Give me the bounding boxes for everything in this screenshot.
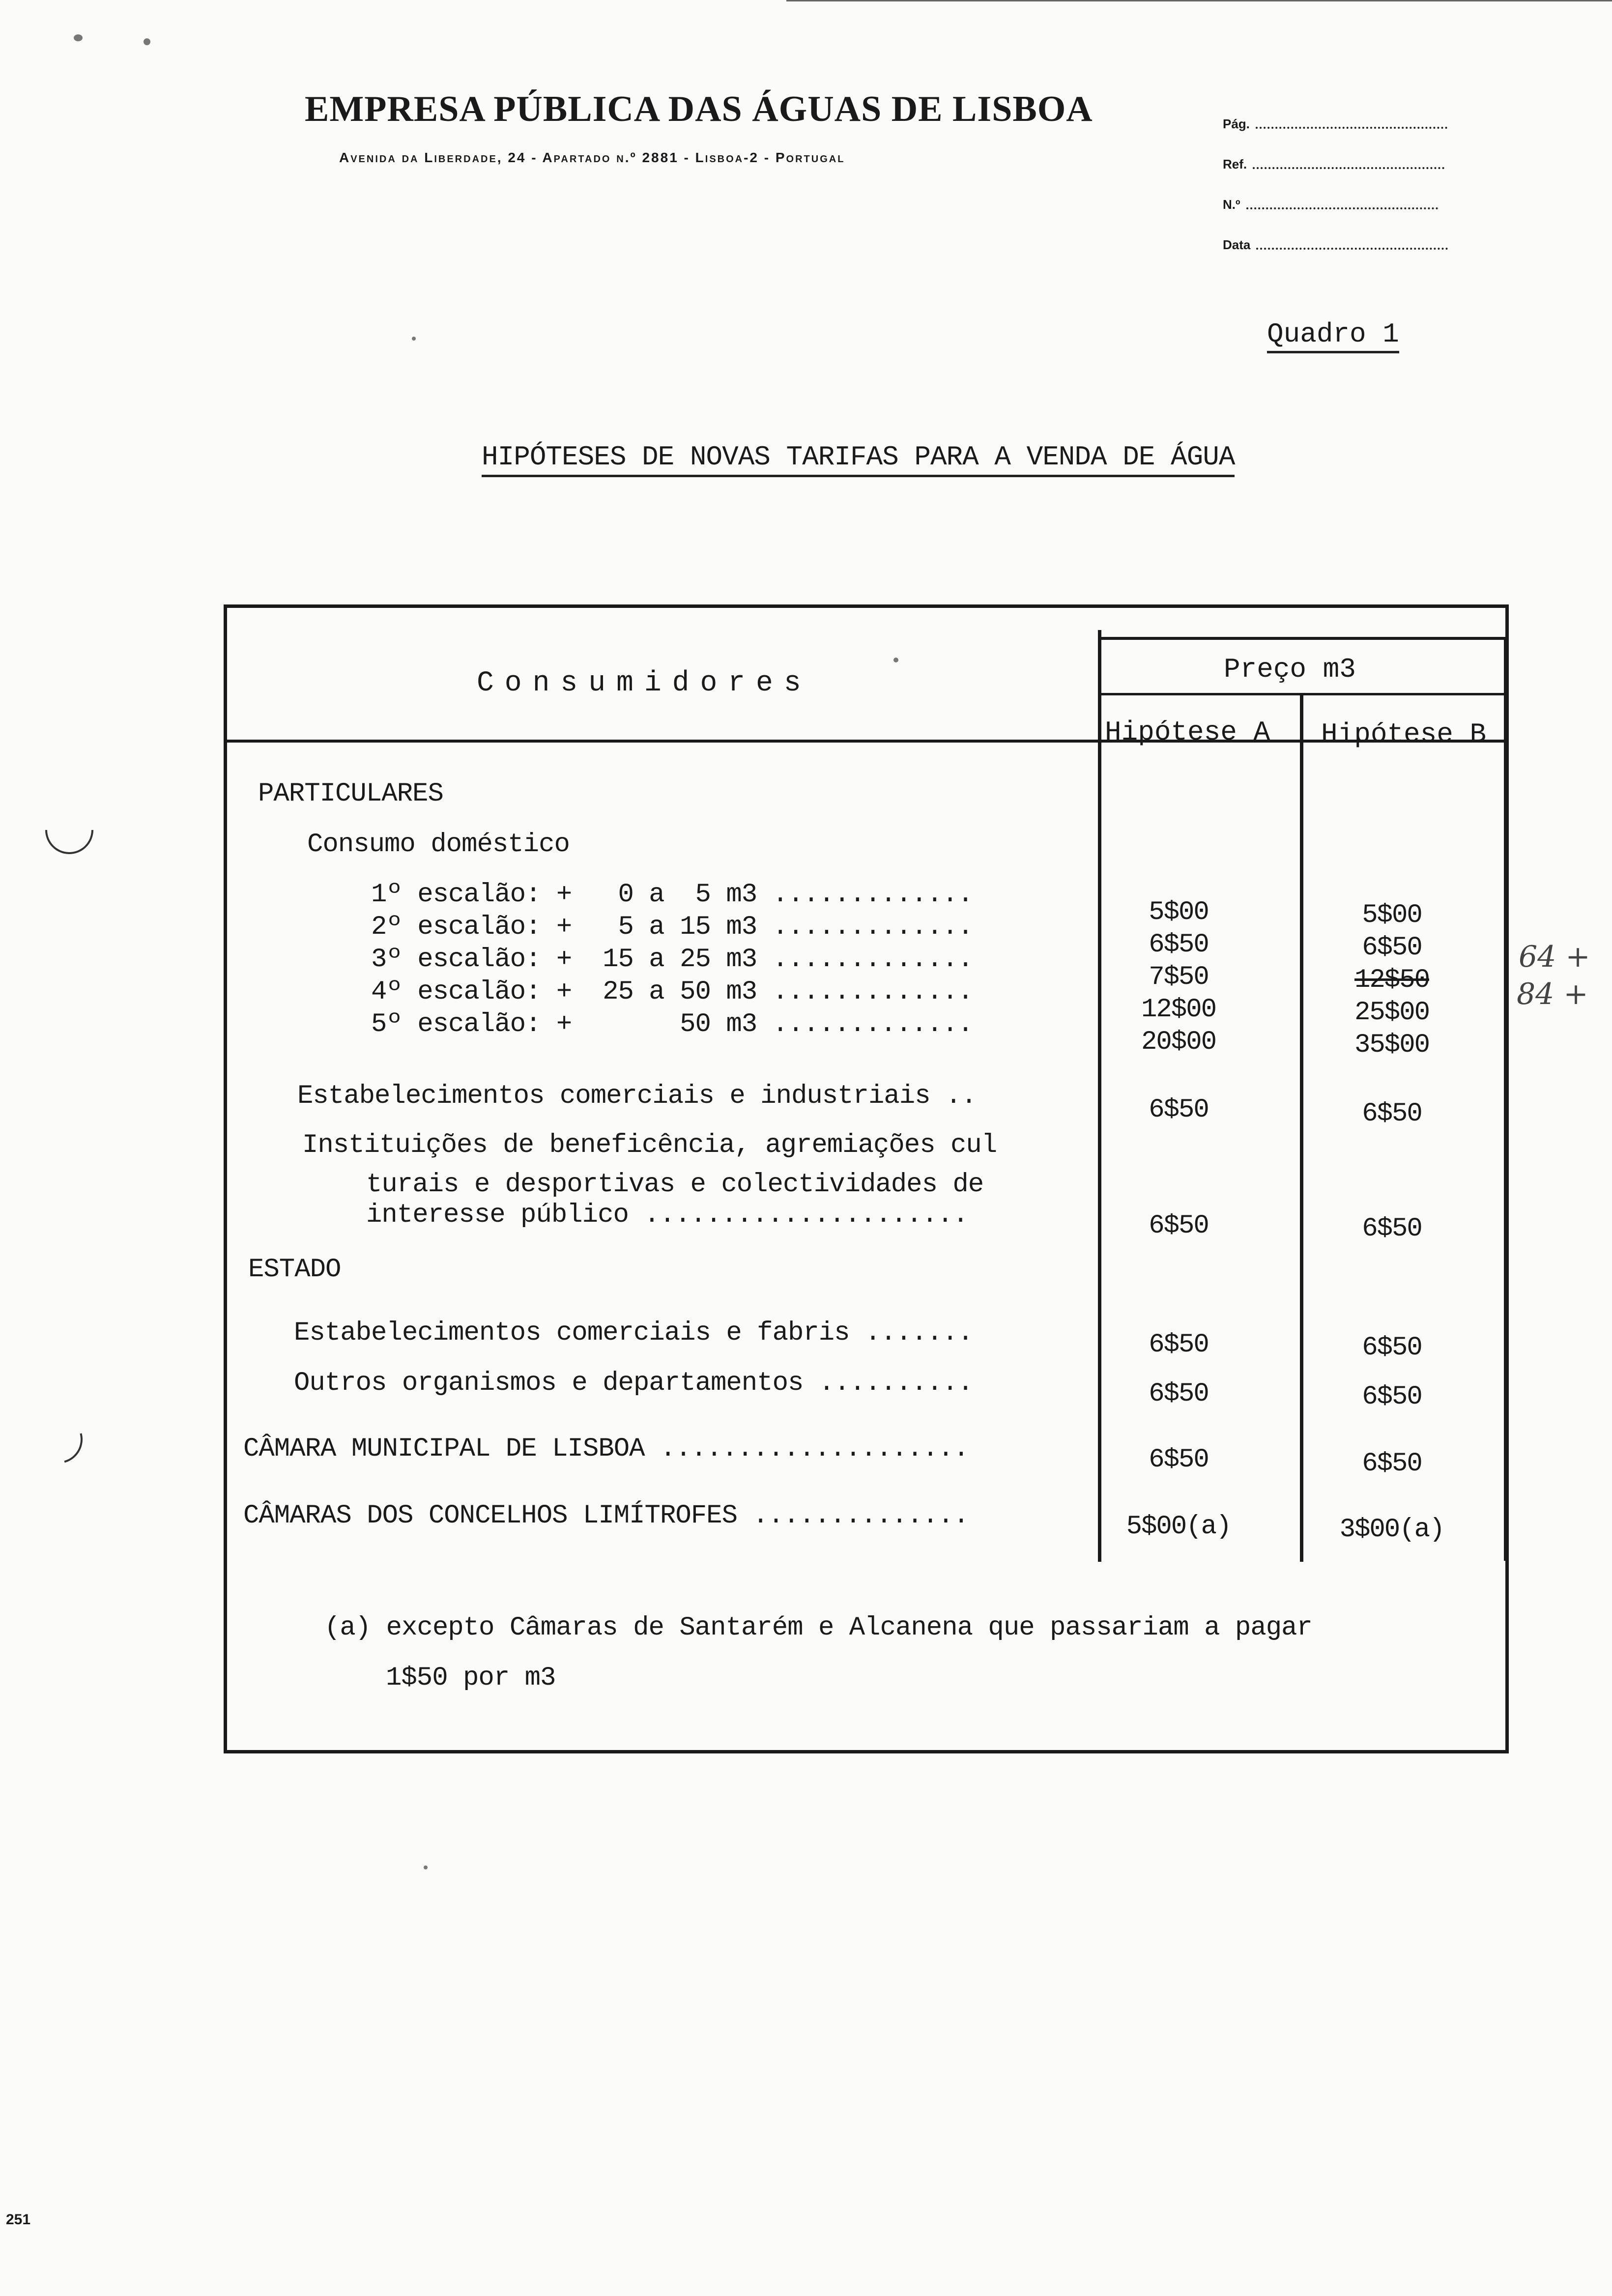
institutions-label-line1: Instituições de beneficência, agremiações cul <box>302 1130 997 1160</box>
section-particulares: PARTICULARES <box>258 779 443 809</box>
tier-row-4: 4º escalão: + 25 a 50 m3 ............. <box>371 977 973 1007</box>
meta-page-label: Pág. <box>1223 116 1250 131</box>
meta-number <box>1223 193 1438 212</box>
estado-row-1-label: Estabelecimentos comerciais e fabris ....... <box>294 1318 973 1348</box>
institutions-price-b: 6$50 <box>1362 1214 1422 1244</box>
price-subdivider <box>1101 693 1509 695</box>
institutions-price-a: 6$50 <box>1149 1211 1209 1241</box>
camara-lisboa-price-b: 6$50 <box>1362 1449 1422 1479</box>
commercial-industrial-label: Estabelecimentos comerciais e industriais .. <box>297 1081 977 1111</box>
meta-ref-label: Ref. <box>1223 157 1247 172</box>
punch-hole-mark-top <box>35 796 104 864</box>
header-divider <box>224 740 1509 743</box>
scan-speck <box>144 38 150 45</box>
tier-1-price-a: 5$00 <box>1149 897 1209 927</box>
institutions-label-line2: turais e desportivas e colectividades de <box>366 1170 984 1200</box>
camaras-limitrofes-price-b: 3$00(a) <box>1339 1515 1444 1545</box>
consumers-header: Consumidores <box>477 667 812 699</box>
scan-edge-line <box>786 0 1612 1</box>
margin-note-2: 84 + <box>1517 977 1588 1011</box>
scan-speck <box>424 1866 428 1869</box>
tier-3-price-b: 12$50 <box>1354 965 1430 995</box>
institutions-label-line3: interesse público ..................... <box>366 1200 968 1230</box>
meta-date <box>1223 233 1448 253</box>
subsection-consumo-domestico: Consumo doméstico <box>307 830 570 860</box>
estado-row-1-price-b: 6$50 <box>1362 1333 1422 1363</box>
page-stamp: 251 <box>6 2211 31 2228</box>
camaras-limitrofes-label: CÂMARAS DOS CONCELHOS LIMÍTROFES .............. <box>243 1501 969 1531</box>
scan-speck <box>74 34 83 41</box>
tier-row-3: 3º escalão: + 15 a 25 m3 ............. <box>371 945 973 975</box>
meta-ref <box>1223 152 1444 172</box>
tier-3-price-a: 7$50 <box>1149 962 1209 992</box>
meta-page <box>1223 112 1447 132</box>
meta-date-label: Data <box>1223 237 1251 252</box>
hypothesis-b-header: Hipótese B <box>1321 718 1487 750</box>
margin-note-1: 64 + <box>1519 940 1590 974</box>
document-title: HIPÓTESES DE NOVAS TARIFAS PARA A VENDA DE ÁGUA <box>482 441 1235 477</box>
tier-2-price-a: 6$50 <box>1149 930 1209 960</box>
tier-5-price-b: 35$00 <box>1354 1030 1430 1060</box>
punch-hole-mark-bottom <box>26 1406 91 1472</box>
commercial-industrial-price-a: 6$50 <box>1149 1095 1209 1125</box>
tier-row-5: 5º escalão: + 50 m3 ............. <box>371 1009 973 1039</box>
tier-2-price-b: 6$50 <box>1362 933 1422 963</box>
price-box-top <box>1101 637 1509 640</box>
tier-4-price-b: 25$00 <box>1354 998 1430 1028</box>
camara-lisboa-label: CÂMARA MUNICIPAL DE LISBOA .................... <box>243 1434 969 1464</box>
scan-speck <box>412 337 416 341</box>
scan-speck <box>893 658 898 662</box>
tier-row-1: 1º escalão: + 0 a 5 m3 ............. <box>371 880 973 910</box>
company-name: EMPRESA PÚBLICA DAS ÁGUAS DE LISBOA <box>305 89 1093 129</box>
price-header: Preço m3 <box>1224 654 1356 685</box>
camara-lisboa-price-a: 6$50 <box>1149 1445 1209 1475</box>
tier-5-price-a: 20$00 <box>1141 1027 1216 1057</box>
footnote-line1: (a) excepto Câmaras de Santarém e Alcanena que passariam a pagar <box>324 1613 1312 1643</box>
tier-row-2: 2º escalão: + 5 a 15 m3 ............. <box>371 912 973 942</box>
tier-4-price-a: 12$00 <box>1141 995 1216 1025</box>
column-divider-b <box>1300 695 1303 1562</box>
meta-number-label: N.º <box>1223 197 1240 212</box>
estado-row-2-price-b: 6$50 <box>1362 1382 1422 1412</box>
footnote-line2: 1$50 por m3 <box>386 1663 556 1693</box>
tier-1-price-b: 5$00 <box>1362 900 1422 930</box>
estado-row-1-price-a: 6$50 <box>1149 1330 1209 1360</box>
hypothesis-a-header: Hipótese A <box>1105 717 1270 748</box>
estado-row-2-price-a: 6$50 <box>1149 1379 1209 1409</box>
column-divider-right <box>1504 637 1507 1561</box>
estado-row-2-label: Outros organismos e departamentos .......... <box>294 1368 973 1398</box>
company-address: Avenida da Liberdade, 24 - Apartado n.º 2881 - Lisboa-2 - Portugal <box>339 150 845 165</box>
section-estado: ESTADO <box>248 1255 341 1285</box>
commercial-industrial-price-b: 6$50 <box>1362 1099 1422 1129</box>
table-number: Quadro 1 <box>1267 318 1399 353</box>
camaras-limitrofes-price-a: 5$00(a) <box>1126 1512 1231 1542</box>
